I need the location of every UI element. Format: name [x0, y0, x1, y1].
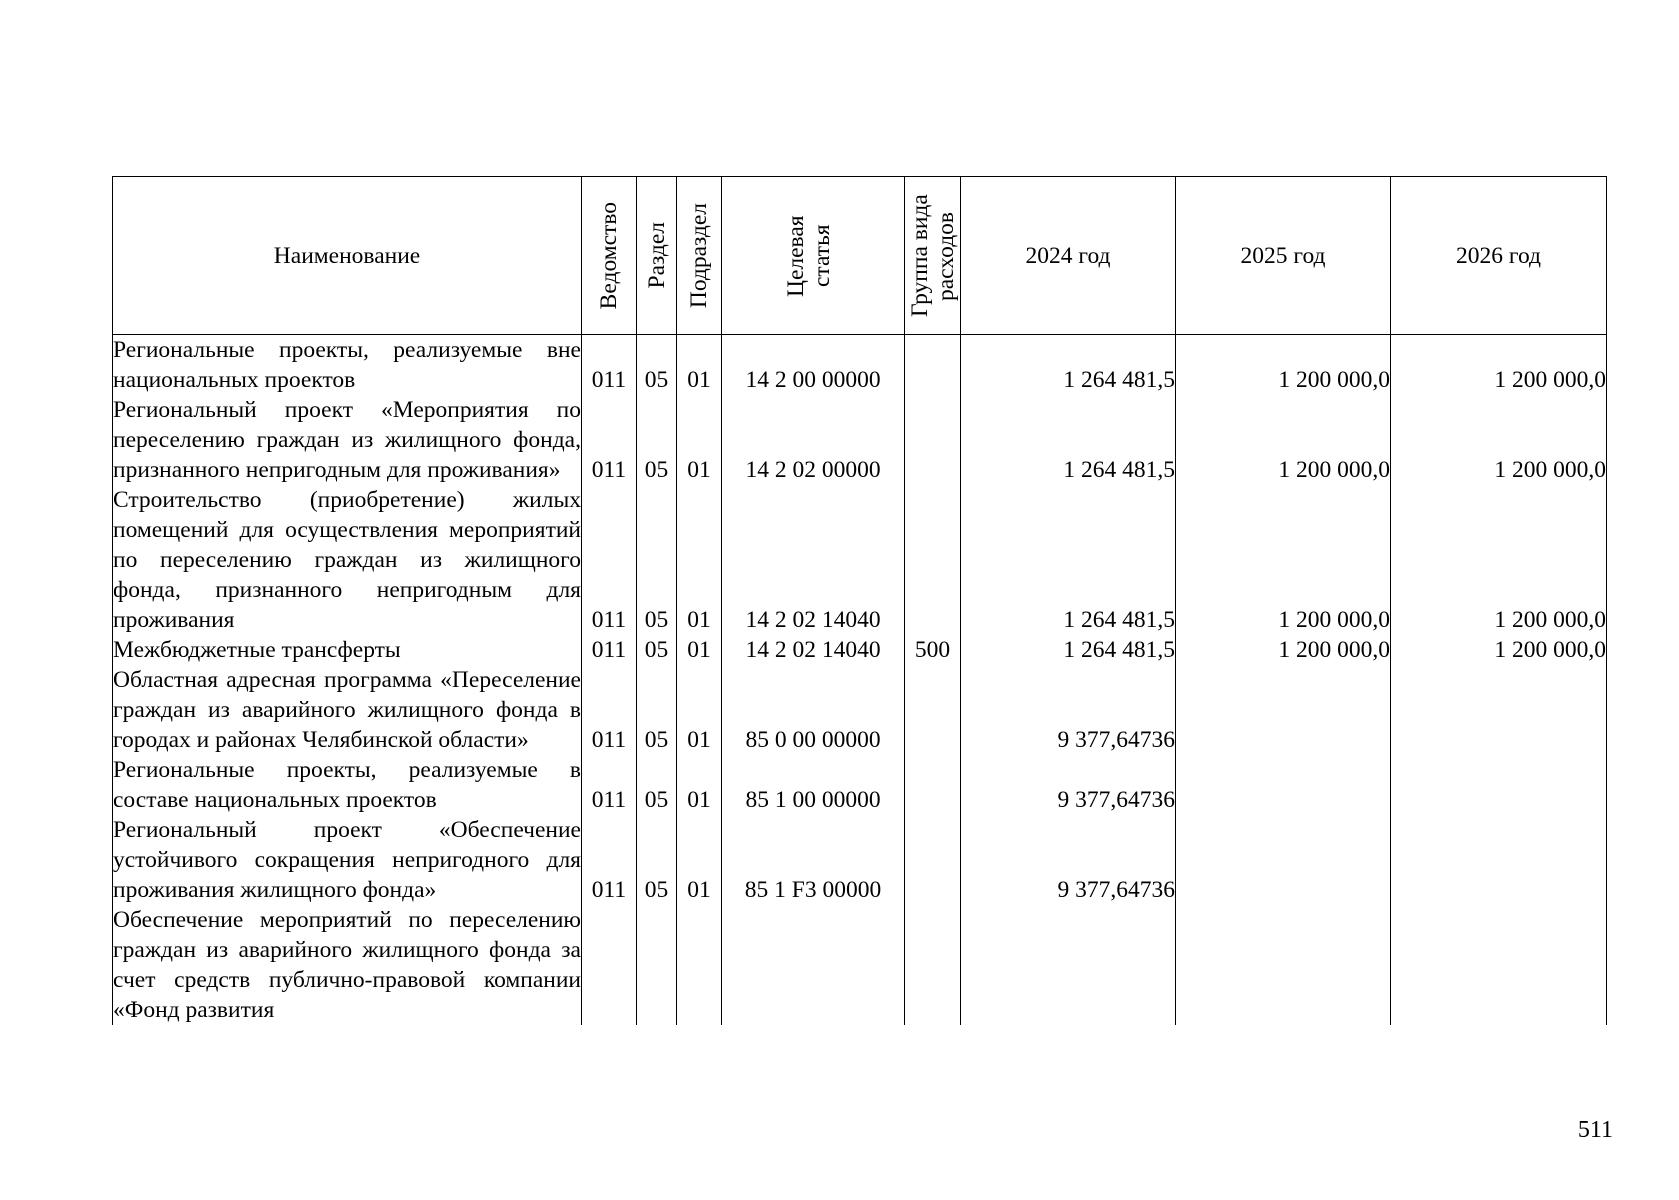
row-vedomstvo: 011	[582, 395, 637, 485]
table-row	[113, 665, 1607, 755]
row-name: Межбюджетные трансферты	[113, 635, 582, 665]
row-vedomstvo: 011	[582, 485, 637, 635]
row-podrazdel: 01	[677, 485, 722, 635]
row-value-2025	[1176, 665, 1391, 755]
row-gruppa	[905, 815, 961, 905]
row-celevaya-statya: 14 2 00 00000	[722, 335, 905, 396]
row-podrazdel: 01	[677, 335, 722, 396]
row-value-2025	[1176, 905, 1391, 1025]
row-gruppa	[905, 395, 961, 485]
row-value-2026: 1 200 000,0	[1391, 635, 1607, 665]
row-podrazdel: 01	[677, 665, 722, 755]
table-row	[113, 395, 1607, 485]
row-podrazdel: 01	[677, 815, 722, 905]
row-value-2024: 1 264 481,5	[961, 635, 1176, 665]
row-podrazdel: 01	[677, 635, 722, 665]
row-value-2024: 1 264 481,5	[961, 395, 1176, 485]
row-name: Региональный проект «Мероприятия по переселению граждан из жилищного фонда, признанного непригодным для проживания»	[113, 397, 581, 483]
row-value-2025	[1176, 755, 1391, 815]
row-razdel: 05	[637, 335, 677, 396]
row-name: Обеспечение мероприятий по переселению граждан из аварийного жилищного фонда за счет средств публично-правовой компании «Фонд развития	[113, 907, 581, 1023]
row-value-2026	[1391, 755, 1607, 815]
page-number: 511	[1577, 1117, 1613, 1143]
row-value-2024: 1 264 481,5	[961, 335, 1176, 396]
table-row	[113, 635, 1607, 665]
header-name: Наименование	[113, 177, 582, 335]
row-value-2026: 1 200 000,0	[1391, 485, 1607, 635]
row-value-2026	[1391, 905, 1607, 1025]
row-name: Региональные проекты, реализуемые в составе национальных проектов	[113, 757, 581, 813]
row-name: Строительство (приобретение) жилых помещений для осуществления мероприятий по переселению граждан из жилищного фонда, признанного непригодным для проживания	[113, 487, 581, 633]
header-razdel: Раздел	[637, 177, 677, 335]
row-celevaya-statya: 85 1 00 00000	[722, 755, 905, 815]
row-celevaya-statya: 85 1 F3 00000	[722, 815, 905, 905]
row-name: Региональный проект «Обеспечение устойчивого сокращения непригодного для проживания жилищного фонда»	[113, 817, 581, 903]
row-razdel: 05	[637, 755, 677, 815]
table-row	[113, 485, 1607, 635]
row-celevaya-statya: 14 2 02 14040	[722, 485, 905, 635]
row-gruppa: 500	[905, 635, 961, 665]
table-header	[113, 177, 1607, 335]
row-vedomstvo: 011	[582, 665, 637, 755]
row-value-2025: 1 200 000,0	[1176, 335, 1391, 396]
table-body	[113, 335, 1607, 1026]
table-row	[113, 905, 1607, 1025]
header-2024: 2024 год	[961, 177, 1176, 335]
row-vedomstvo	[582, 905, 637, 1025]
row-celevaya-statya: 14 2 02 14040	[722, 635, 905, 665]
row-podrazdel: 01	[677, 755, 722, 815]
row-value-2026	[1391, 665, 1607, 755]
row-podrazdel: 01	[677, 395, 722, 485]
header-celevaya-statya: Целевая статья	[722, 177, 905, 335]
row-vedomstvo: 011	[582, 815, 637, 905]
row-razdel	[637, 905, 677, 1025]
row-gruppa	[905, 905, 961, 1025]
row-vedomstvo: 011	[582, 755, 637, 815]
row-value-2025: 1 200 000,0	[1176, 635, 1391, 665]
row-value-2025: 1 200 000,0	[1176, 485, 1391, 635]
header-2026: 2026 год	[1391, 177, 1607, 335]
row-gruppa	[905, 335, 961, 396]
row-value-2024	[961, 905, 1176, 1025]
row-razdel: 05	[637, 395, 677, 485]
row-razdel: 05	[637, 815, 677, 905]
row-podrazdel	[677, 905, 722, 1025]
row-value-2025	[1176, 815, 1391, 905]
row-vedomstvo: 011	[582, 335, 637, 396]
row-gruppa	[905, 665, 961, 755]
row-value-2024: 9 377,64736	[961, 755, 1176, 815]
header-podrazdel: Подраздел	[677, 177, 722, 335]
row-value-2024: 9 377,64736	[961, 665, 1176, 755]
row-value-2026: 1 200 000,0	[1391, 335, 1607, 396]
row-value-2026	[1391, 815, 1607, 905]
row-razdel: 05	[637, 635, 677, 665]
row-celevaya-statya: 14 2 02 00000	[722, 395, 905, 485]
row-value-2024: 1 264 481,5	[961, 485, 1176, 635]
row-value-2025: 1 200 000,0	[1176, 395, 1391, 485]
row-razdel: 05	[637, 485, 677, 635]
header-2025: 2025 год	[1176, 177, 1391, 335]
row-name: Областная адресная программа «Переселение граждан из аварийного жилищного фонда в городах и районах Челябинской области»	[113, 667, 581, 753]
row-gruppa	[905, 755, 961, 815]
header-vedomstvo: Ведомство	[582, 177, 637, 335]
row-celevaya-statya: 85 0 00 00000	[722, 665, 905, 755]
row-celevaya-statya	[722, 905, 905, 1025]
row-value-2024: 9 377,64736	[961, 815, 1176, 905]
row-gruppa	[905, 485, 961, 635]
row-razdel: 05	[637, 665, 677, 755]
row-name: Региональные проекты, реализуемые вне национальных проектов	[113, 335, 582, 396]
row-vedomstvo: 011	[582, 635, 637, 665]
table-row	[113, 755, 1607, 815]
table-row	[113, 335, 1607, 396]
header-gruppa-vida-rashodov: Группа вида расходов	[905, 177, 961, 335]
table-row	[113, 815, 1607, 905]
budget-table	[112, 176, 1607, 1025]
row-value-2026: 1 200 000,0	[1391, 395, 1607, 485]
